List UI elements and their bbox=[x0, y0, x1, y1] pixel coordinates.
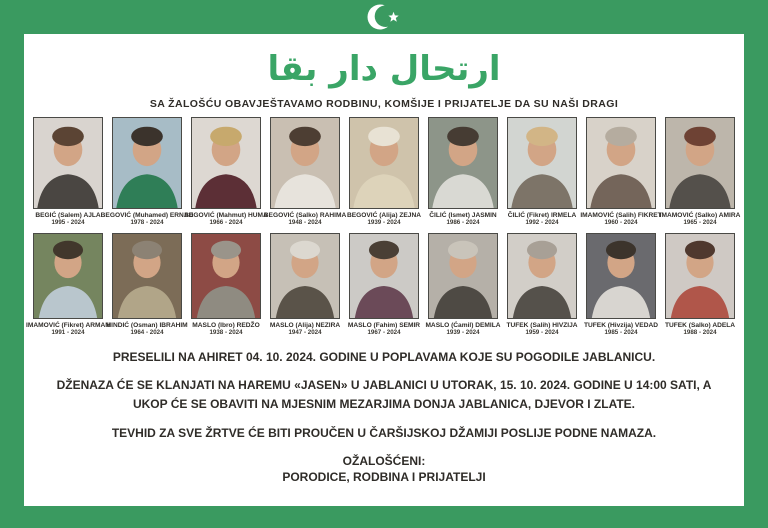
person-silhouette-icon bbox=[113, 118, 181, 208]
crescent-star-icon bbox=[362, 2, 406, 32]
person-name: BEGOVIĆ (Mahmut) HUMA bbox=[184, 212, 268, 219]
person-years: 1986 - 2024 bbox=[446, 219, 480, 226]
person-silhouette-icon bbox=[350, 118, 418, 208]
person-years: 1959 - 2024 bbox=[525, 329, 559, 336]
portrait-photo bbox=[191, 117, 261, 209]
person-name: MASLO (Alija) NEZIRA bbox=[269, 322, 341, 329]
person-silhouette-icon bbox=[34, 234, 102, 318]
person-years: 1938 - 2024 bbox=[209, 329, 243, 336]
person-name: ČILIĆ (Fikret) IRMELA bbox=[507, 212, 577, 219]
mourners-label: OŽALOŠĆENI: bbox=[342, 454, 426, 469]
person-name: IMAMOVIĆ (Fikret) ARMAN bbox=[26, 322, 111, 329]
person-card bbox=[424, 117, 503, 226]
person-years: 1978 - 2024 bbox=[130, 219, 164, 226]
person-years: 1965 - 2024 bbox=[683, 219, 717, 226]
portrait-photo bbox=[507, 117, 577, 209]
portrait-photo bbox=[112, 233, 182, 319]
person-years: 1967 - 2024 bbox=[367, 329, 401, 336]
person-years: 1985 - 2024 bbox=[604, 329, 638, 336]
portrait-photo bbox=[270, 117, 340, 209]
person-silhouette-icon bbox=[508, 234, 576, 318]
portrait-photo bbox=[665, 233, 735, 319]
photo-grid-row-2 bbox=[27, 233, 741, 336]
person-years: 1948 - 2024 bbox=[288, 219, 322, 226]
person-card bbox=[503, 233, 582, 336]
person-card bbox=[661, 233, 740, 336]
portrait-photo bbox=[586, 233, 656, 319]
person-name: MASLO (Ćamil) DEMILA bbox=[425, 322, 501, 329]
person-name: TUFEK (Hivzija) VEDAD bbox=[583, 322, 658, 329]
person-card bbox=[661, 117, 740, 226]
person-silhouette-icon bbox=[429, 118, 497, 208]
person-years: 1964 - 2024 bbox=[130, 329, 164, 336]
person-name: MASLO (Ibro) REDŽO bbox=[192, 322, 260, 329]
person-card bbox=[263, 117, 347, 226]
person-silhouette-icon bbox=[271, 118, 339, 208]
person-name: BEGOVIĆ (Salko) RAHIMA bbox=[263, 212, 347, 219]
person-silhouette-icon bbox=[192, 234, 260, 318]
person-years: 1995 - 2024 bbox=[51, 219, 85, 226]
person-card bbox=[187, 233, 266, 336]
person-card bbox=[29, 117, 108, 226]
announcement-line-1: PRESELILI NA AHIRET 04. 10. 2024. GODINE U POPLAVAMA KOJE SU POGODILE JABLANICU. bbox=[112, 350, 656, 364]
portrait-photo bbox=[586, 117, 656, 209]
person-name: MASLO (Fahim) SEMIR bbox=[347, 322, 421, 329]
portrait-photo bbox=[665, 117, 735, 209]
person-card bbox=[266, 233, 345, 336]
person-years: 1991 - 2024 bbox=[51, 329, 85, 336]
person-silhouette-icon bbox=[350, 234, 418, 318]
person-years: 1939 - 2024 bbox=[367, 219, 401, 226]
person-card bbox=[503, 117, 582, 226]
photo-grid-row-1 bbox=[27, 117, 741, 226]
portrait-photo bbox=[270, 233, 340, 319]
person-name: ČILIĆ (Ismet) JASMIN bbox=[429, 212, 497, 219]
person-name: IMAMOVIĆ (Salko) AMIRA bbox=[659, 212, 741, 219]
person-name: IMAMOVIĆ (Salih) FIKRET bbox=[580, 212, 662, 219]
person-years: 1988 - 2024 bbox=[683, 329, 717, 336]
person-silhouette-icon bbox=[666, 234, 734, 318]
person-silhouette-icon bbox=[113, 234, 181, 318]
portrait-photo bbox=[349, 117, 419, 209]
person-silhouette-icon bbox=[271, 234, 339, 318]
mourners-list: PORODICE, RODBINA I PRIJATELJI bbox=[282, 470, 486, 485]
person-card bbox=[582, 117, 661, 226]
person-years: 1960 - 2024 bbox=[604, 219, 638, 226]
portrait-photo bbox=[428, 233, 498, 319]
portrait-photo bbox=[191, 233, 261, 319]
person-card bbox=[345, 117, 424, 226]
person-silhouette-icon bbox=[429, 234, 497, 318]
person-name: BEGOVIĆ (Alija) ZEJNA bbox=[346, 212, 421, 219]
portrait-photo bbox=[507, 233, 577, 319]
announcement-line-2: DŽENAZA ĆE SE KLANJATI NA HAREMU «JASEN» U JABLANICI U UTORAK, 15. 10. 2024. GODINE U 14:00 SATI, A UKOP ĆE SE OBAVITI NA MJESNIM MEZARJIMA DONJA JABLANICA, DJEVOR I ZLATE. bbox=[56, 378, 712, 411]
person-card bbox=[184, 117, 268, 226]
portrait-photo bbox=[349, 233, 419, 319]
arabic-calligraphy: ارتحال دار بقا bbox=[267, 49, 501, 89]
person-silhouette-icon bbox=[508, 118, 576, 208]
person-years: 1966 - 2024 bbox=[209, 219, 243, 226]
person-silhouette-icon bbox=[587, 234, 655, 318]
person-years: 1947 - 2024 bbox=[288, 329, 322, 336]
portrait-photo bbox=[428, 117, 498, 209]
person-silhouette-icon bbox=[587, 118, 655, 208]
person-years: 1992 - 2024 bbox=[525, 219, 559, 226]
person-card bbox=[26, 233, 111, 336]
person-silhouette-icon bbox=[34, 118, 102, 208]
person-silhouette-icon bbox=[192, 118, 260, 208]
portrait-photo bbox=[33, 233, 103, 319]
person-name: TUFEK (Salko) ADELA bbox=[664, 322, 736, 329]
person-name: TUFEK (Salih) HIVZIJA bbox=[506, 322, 578, 329]
person-name: BEGIĆ (Salem) AJLA bbox=[35, 212, 101, 219]
top-banner bbox=[0, 0, 768, 34]
intro-line: SA ŽALOŠĆU OBAVJEŠTAVAMO RODBINU, KOMŠIJE I PRIJATELJE DA SU NAŠI DRAGI bbox=[149, 98, 619, 110]
person-card bbox=[424, 233, 503, 336]
portrait-photo bbox=[33, 117, 103, 209]
person-silhouette-icon bbox=[666, 118, 734, 208]
person-card bbox=[582, 233, 661, 336]
announcement-line-3: TEVHID ZA SVE ŽRTVE ĆE BITI PROUČEN U ČARŠIJSKOJ DŽAMIJI POSLIJE PODNE NAMAZA. bbox=[111, 426, 657, 441]
person-card bbox=[108, 233, 187, 336]
person-years: 1939 - 2024 bbox=[446, 329, 480, 336]
person-name: HINDIĆ (Osman) IBRAHIM bbox=[106, 322, 188, 329]
person-card bbox=[100, 117, 194, 226]
person-name: BEGOVIĆ (Muhamed) ERNAD bbox=[100, 212, 194, 219]
person-card bbox=[345, 233, 424, 336]
portrait-photo bbox=[112, 117, 182, 209]
obituary-paper bbox=[24, 34, 744, 506]
